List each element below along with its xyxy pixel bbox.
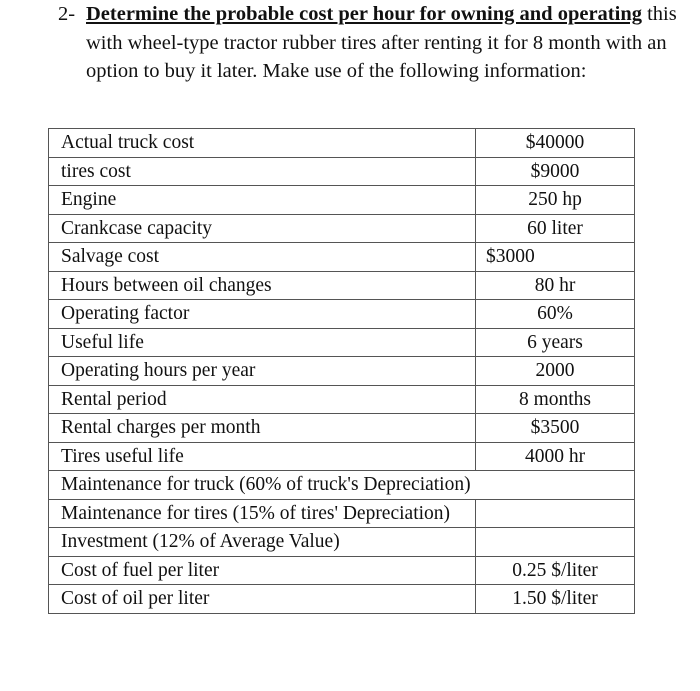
row-label: tires cost — [49, 157, 476, 186]
row-label: Hours between oil changes — [49, 271, 476, 300]
row-value: 60 liter — [476, 214, 635, 243]
table-row — [49, 328, 635, 357]
table-row — [49, 129, 635, 158]
row-value: $3000 — [476, 243, 635, 272]
table-row — [49, 414, 635, 443]
table-row — [49, 442, 635, 471]
table-row — [49, 385, 635, 414]
row-label: Cost of oil per liter — [49, 585, 476, 614]
question-line-2: with wheel-type tractor rubber tires after renting it for 8 month with an — [86, 31, 667, 54]
row-label: Cost of fuel per liter — [49, 556, 476, 585]
row-label: Crankcase capacity — [49, 214, 476, 243]
row-label: Rental period — [49, 385, 476, 414]
row-value: $3500 — [476, 414, 635, 443]
row-label: Tires useful life — [49, 442, 476, 471]
table-row — [49, 186, 635, 215]
row-value: 1.50 $/liter — [476, 585, 635, 614]
row-label: Engine — [49, 186, 476, 215]
question-body — [86, 0, 698, 86]
table-row — [49, 300, 635, 329]
row-label: Actual truck cost — [49, 129, 476, 158]
row-label: Operating hours per year — [49, 357, 476, 386]
table-row — [49, 471, 635, 500]
row-value — [476, 499, 635, 528]
row-label: Rental charges per month — [49, 414, 476, 443]
table-row — [49, 157, 635, 186]
row-value: 80 hr — [476, 271, 635, 300]
row-value — [476, 528, 635, 557]
row-label: Maintenance for truck (60% of truck's Depreciation) — [49, 471, 476, 500]
information-table — [48, 128, 635, 614]
table-row — [49, 271, 635, 300]
question-number: 2- — [58, 3, 76, 25]
row-label: Maintenance for tires (15% of tires' Depreciation) — [49, 499, 476, 528]
table-row — [49, 357, 635, 386]
table-row — [49, 499, 635, 528]
question-line-1-rest: this — [641, 3, 677, 25]
row-value: 8 months — [476, 385, 635, 414]
question-line-1 — [86, 0, 698, 29]
question-line-3: option to buy it later. Make use of the following information: — [86, 60, 587, 82]
table-row — [49, 214, 635, 243]
row-label: Useful life — [49, 328, 476, 357]
row-value — [476, 471, 635, 500]
row-label: Salvage cost — [49, 243, 476, 272]
row-value: $9000 — [476, 157, 635, 186]
row-value: 6 years — [476, 328, 635, 357]
table-row — [49, 585, 635, 614]
row-value: 60% — [476, 300, 635, 329]
row-label: Investment (12% of Average Value) — [49, 528, 476, 557]
table-row — [49, 243, 635, 272]
table-row — [49, 528, 635, 557]
row-value: 4000 hr — [476, 442, 635, 471]
table-row — [49, 556, 635, 585]
row-value: 250 hp — [476, 186, 635, 215]
row-value: 2000 — [476, 357, 635, 386]
question-title: Determine the probable cost per hour for owning and operating — [86, 3, 642, 25]
row-value: 0.25 $/liter — [476, 556, 635, 585]
row-value: $40000 — [476, 129, 635, 158]
row-label: Operating factor — [49, 300, 476, 329]
